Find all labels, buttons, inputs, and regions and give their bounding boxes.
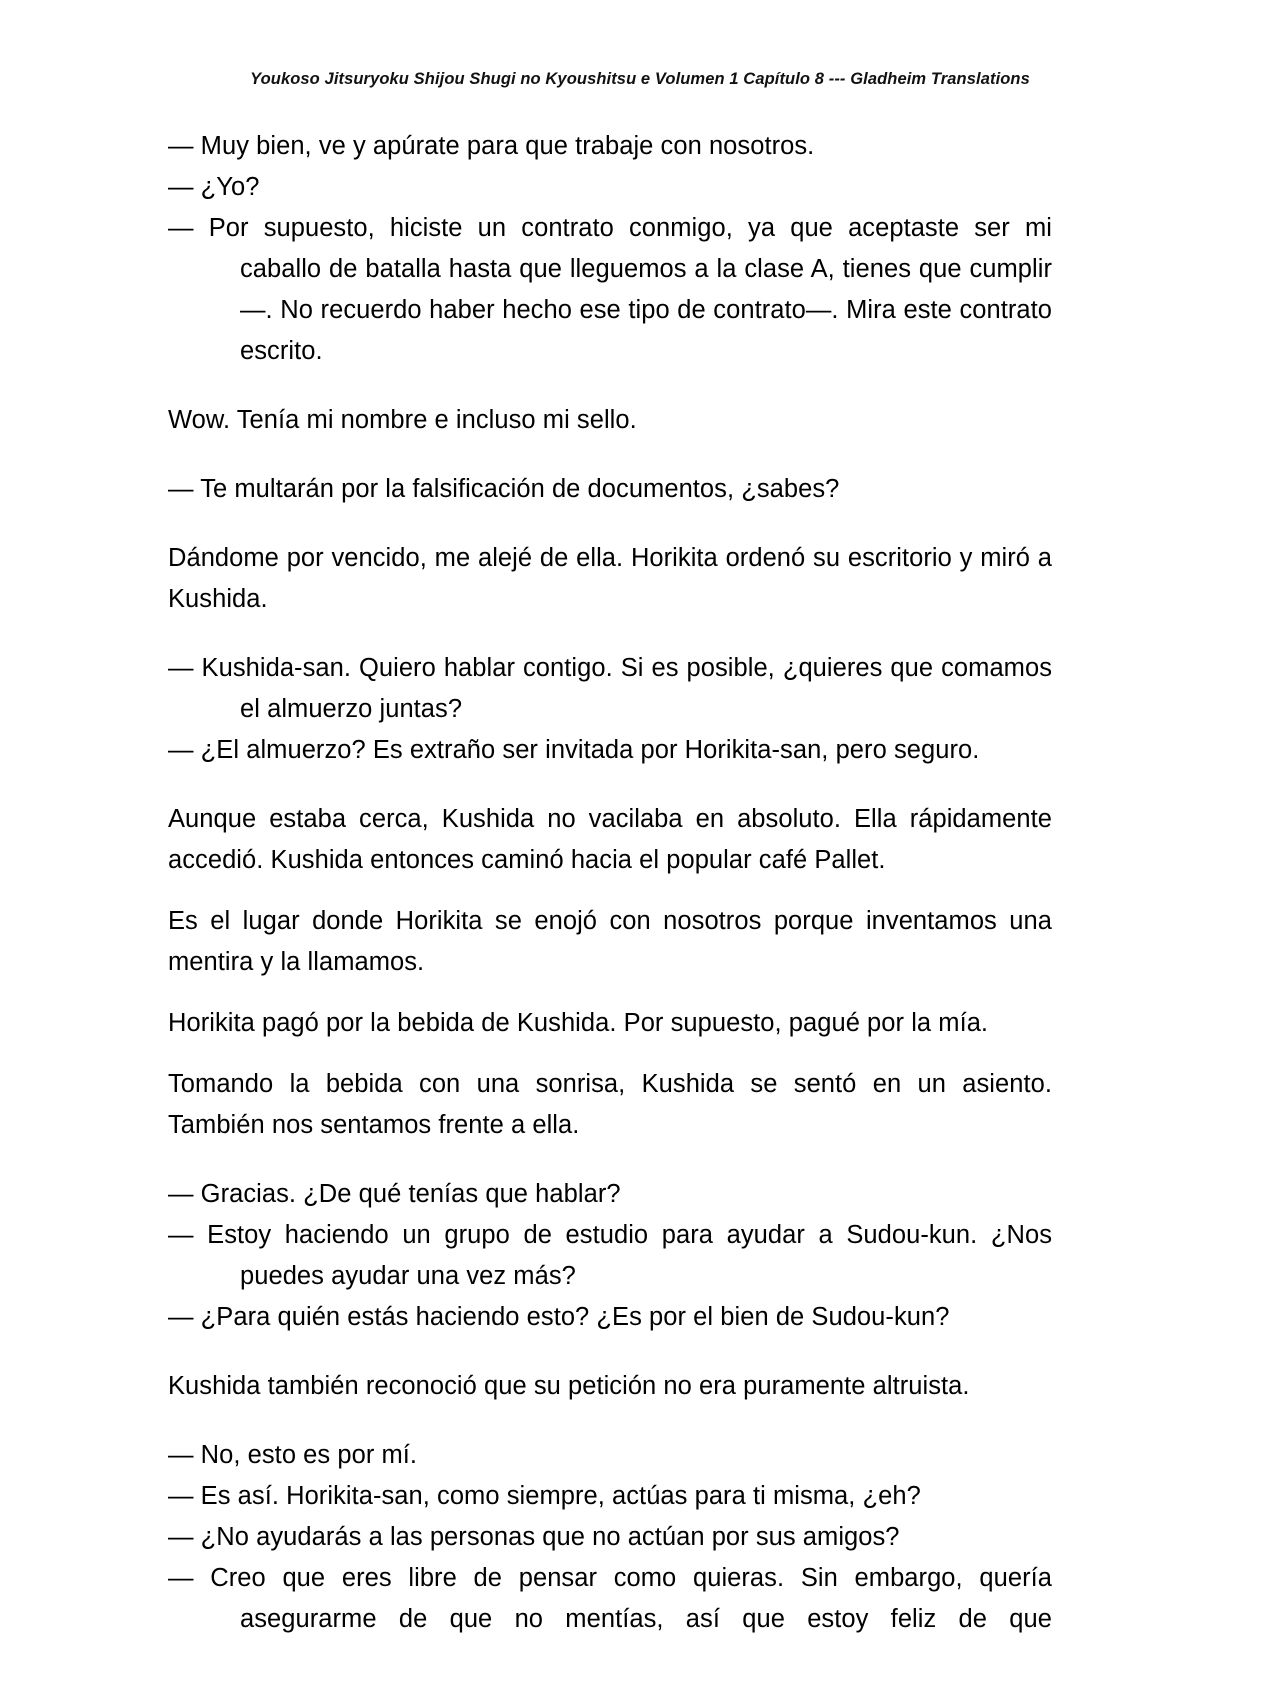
dialogue-line: — Creo que eres libre de pensar como quieras. Sin embargo, quería asegurarme de que no mentías, así que estoy feliz de que	[168, 1564, 1052, 1633]
block-spacer	[168, 640, 1052, 648]
block-spacer	[168, 1166, 1052, 1174]
dialogue-line: — Es así. Horikita-san, como siempre, actúas para ti misma, ¿eh?	[168, 1482, 921, 1510]
dialogue-line: — Kushida-san. Quiero hablar contigo. Si es posible, ¿quieres que comamos el almuerzo juntas?	[168, 654, 1052, 723]
dialogue-line: — ¿Para quién estás haciendo esto? ¿Es por el bien de Sudou-kun?	[168, 1303, 950, 1331]
paragraph: Dándome por vencido, me alejé de ella. Horikita ordenó su escritorio y miró a Kushida.	[168, 544, 1052, 613]
dialogue-line: — Por supuesto, hiciste un contrato conmigo, ya que aceptaste ser mi caballo de batalla hasta que lleguemos a la clase A, tienes que cumplir—. No recuerdo haber hecho ese tipo de contrato—. Mira este contrato escrito.	[168, 214, 1052, 365]
dialogue-line: — Muy bien, ve y apúrate para que trabaje con nosotros.	[168, 132, 815, 160]
block-spacer	[168, 461, 1052, 469]
running-header: Youkoso Jitsuryoku Shijou Shugi no Kyoushitsu e Volumen 1 Capítulo 8 --- Gladheim Translations	[250, 70, 1030, 88]
paragraph: Tomando la bebida con una sonrisa, Kushida se sentó en un asiento. También nos sentamos frente a ella.	[168, 1070, 1052, 1139]
dialogue-line: — Estoy haciendo un grupo de estudio para ayudar a Sudou-kun. ¿Nos puedes ayudar una vez más?	[168, 1221, 1052, 1290]
block-spacer	[168, 1358, 1052, 1366]
block-spacer	[168, 791, 1052, 799]
block-spacer	[168, 530, 1052, 538]
dialogue-line: — No, esto es por mí.	[168, 1441, 418, 1469]
paragraph: Kushida también reconoció que su petición no era puramente altruista.	[168, 1372, 970, 1400]
dialogue-line: — ¿Yo?	[168, 173, 260, 201]
paragraph: Horikita pagó por la bebida de Kushida. Por supuesto, pagué por la mía.	[168, 1009, 989, 1037]
dialogue-block	[168, 469, 1052, 510]
paragraph: Aunque estaba cerca, Kushida no vacilaba en absoluto. Ella rápidamente accedió. Kushida entonces caminó hacia el popular café Pallet.	[168, 805, 1052, 874]
page-content	[168, 126, 1052, 1701]
dialogue-block	[168, 1174, 1052, 1338]
dialogue-block	[168, 1435, 1052, 1681]
block-spacer	[168, 1427, 1052, 1435]
dialogue-block	[168, 648, 1052, 771]
dialogue-line: — ¿No ayudarás a las personas que no actúan por sus amigos?	[168, 1523, 900, 1551]
dialogue-line: — Te multarán por la falsificación de documentos, ¿sabes?	[168, 475, 840, 503]
block-spacer	[168, 392, 1052, 400]
paragraph: Wow. Tenía mi nombre e incluso mi sello.	[168, 406, 637, 434]
dialogue-block	[168, 126, 1052, 372]
dialogue-line: — ¿El almuerzo? Es extraño ser invitada por Horikita-san, pero seguro.	[168, 736, 980, 764]
paragraph: Es el lugar donde Horikita se enojó con nosotros porque inventamos una mentira y la llamamos.	[168, 907, 1052, 976]
dialogue-line: — Gracias. ¿De qué tenías que hablar?	[168, 1180, 621, 1208]
